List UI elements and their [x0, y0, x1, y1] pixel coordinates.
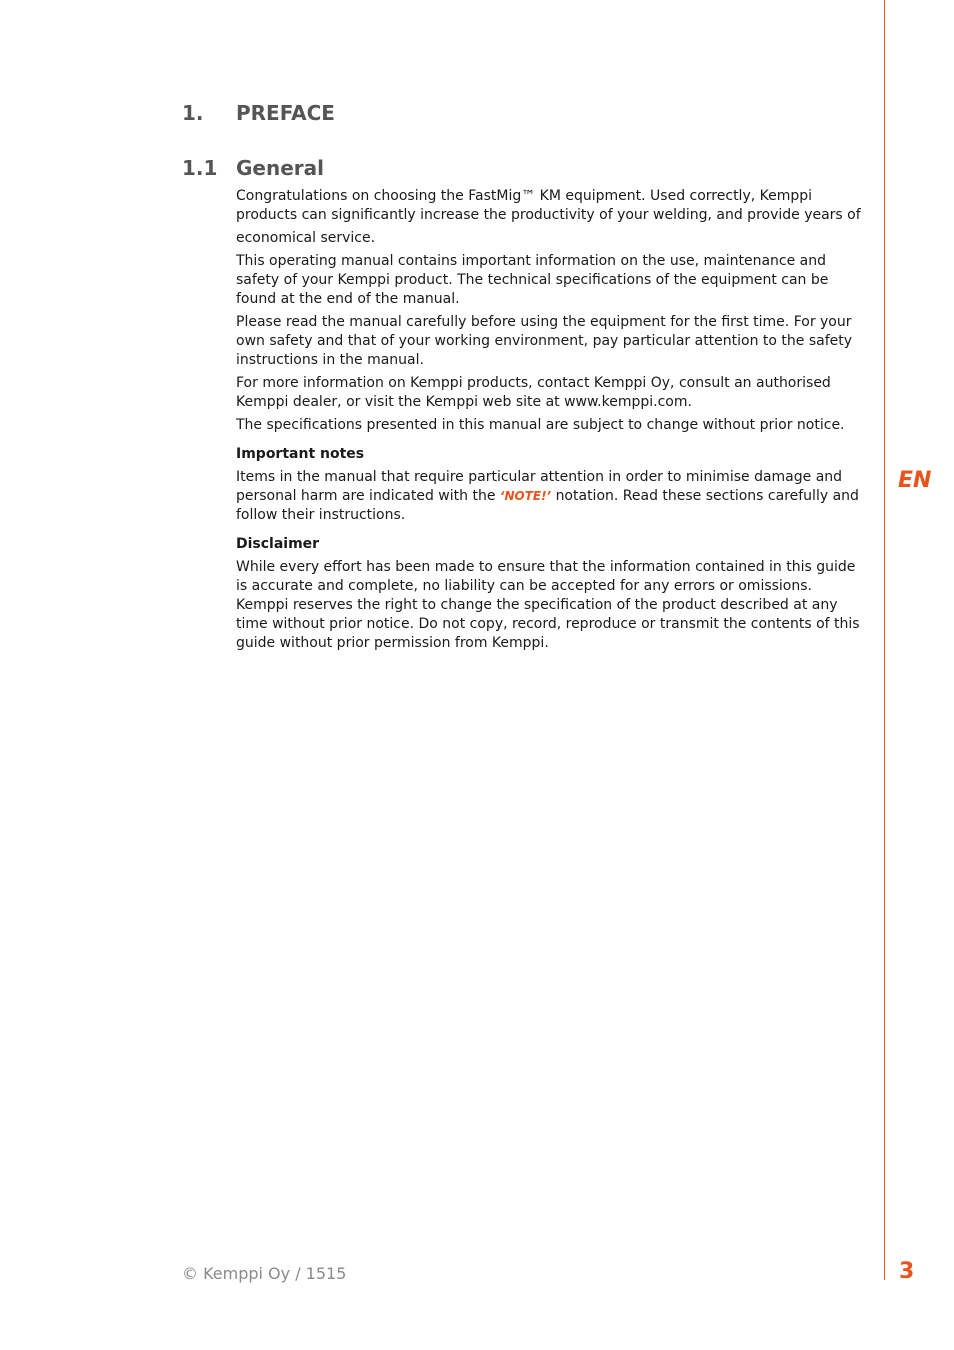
footer-copyright: © Kemppi Oy / 1515 [182, 1264, 347, 1283]
paragraph-manual-info: This operating manual contains important information on the use, maintenance and safety of your Kemppi product. The technical specifications of the equipment can be found at the end of the manual. [236, 253, 829, 307]
subsection-title: General [236, 156, 324, 180]
important-notes-heading: Important notes [236, 446, 365, 462]
disclaimer-heading: Disclaimer [236, 536, 320, 552]
page-number: 3 [899, 1259, 915, 1284]
important-notes-text-after: notation. Read these sections carefully and follow their instructions. [236, 488, 859, 523]
section-heading [182, 101, 335, 125]
paragraph-more-info: For more information on Kemppi products, contact Kemppi Oy, consult an authorised Kemppi dealer, or visit the Kemppi web site at www.kemppi.com. [236, 375, 831, 410]
paragraph-intro-cont: economical service. [236, 230, 376, 246]
important-notes-text [236, 468, 866, 525]
section-number: 1. [182, 101, 204, 125]
important-notes-text-before: Items in the manual that require particular attention in order to minimise damage and personal harm are indicated with the [236, 469, 843, 504]
subsection-number: 1.1 [182, 156, 218, 180]
disclaimer-text: While every effort has been made to ensure that the information contained in this guide is accurate and complete, no liability can be accepted for any errors or omissions. Kemppi reserves the right to change the specification of the product described at any time without prior notice. Do not copy, record, reproduce or transmit the contents of this guide without prior permission from Kemppi. [236, 559, 860, 651]
subsection-heading [182, 156, 324, 180]
body-text [236, 187, 866, 657]
paragraph-read-carefully: Please read the manual carefully before using the equipment for the first time. For your own safety and that of your working environment, pay particular attention to the safety instructions in the manual. [236, 314, 853, 368]
section-title: PREFACE [236, 101, 335, 125]
note-label: ‘NOTE!’ [499, 489, 552, 503]
language-tab: EN [898, 468, 932, 493]
paragraph-specifications: The specifications presented in this manual are subject to change without prior notice. [236, 417, 845, 433]
paragraph-intro: Congratulations on choosing the FastMig™ KM equipment. Used correctly, Kemppi products can significantly increase the productivity of your welding, and provide years of [236, 188, 861, 223]
right-margin-rule [884, 0, 885, 1280]
